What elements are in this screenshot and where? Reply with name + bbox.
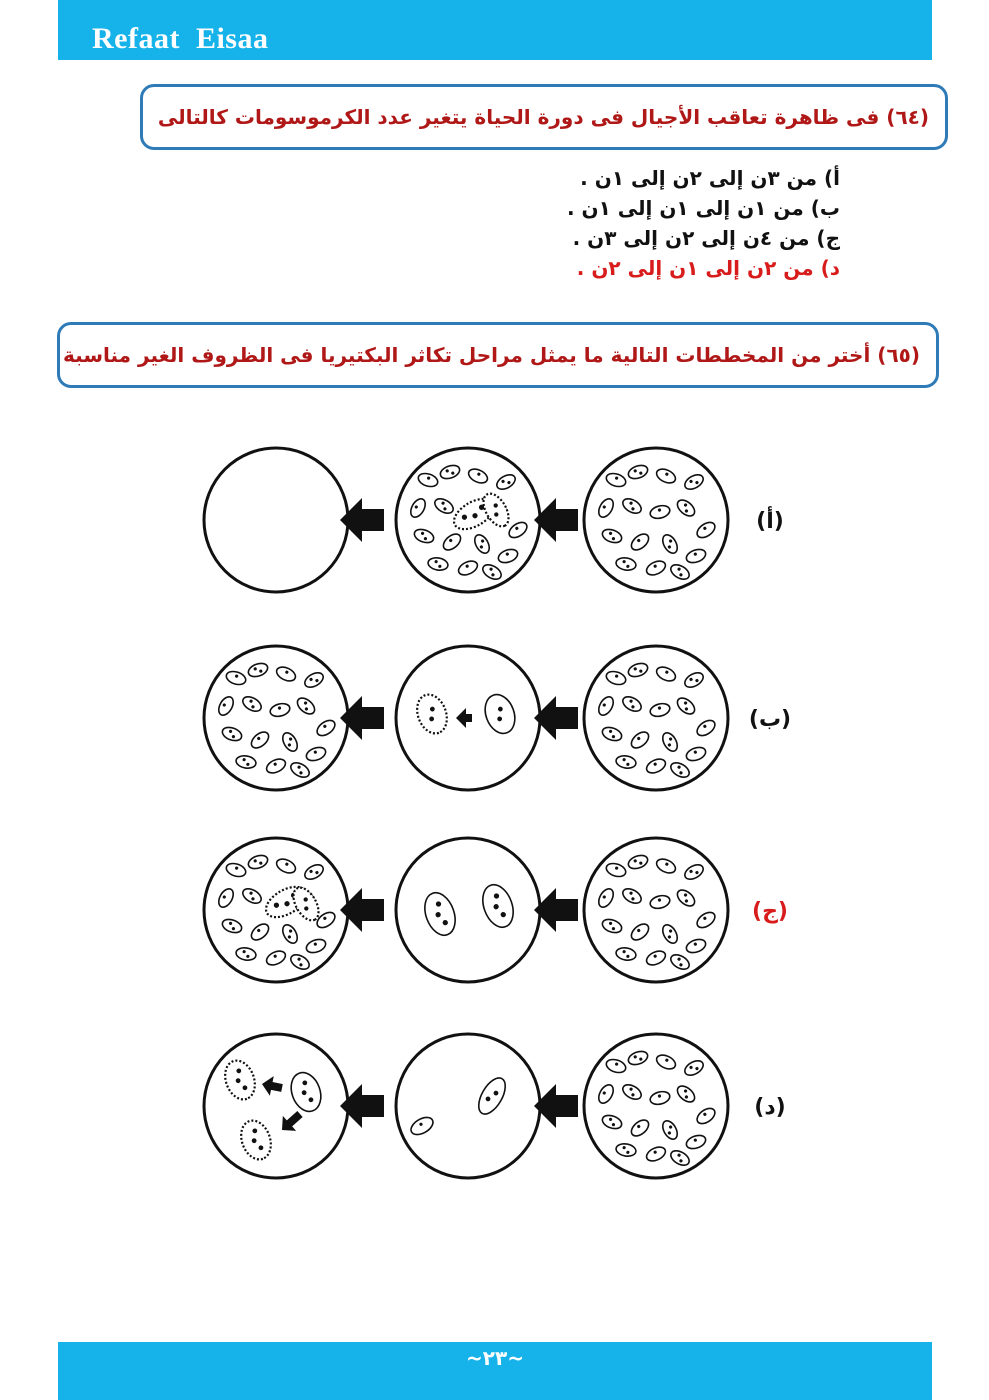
culture-circle [396, 1034, 540, 1178]
left-arrow-icon [534, 1084, 578, 1128]
row-label-3: (ج) [752, 899, 788, 924]
left-arrow-icon [534, 888, 578, 932]
page-number: ~٢٣~ [466, 1346, 524, 1370]
question-64-text: (٦٤) فى ظاهرة تعاقب الأجيال فى دورة الحياة يتغير عدد الكرموسومات كالتالى [157, 105, 929, 129]
culture-circle [204, 1034, 348, 1178]
choice-d-correct[interactable]: د) من ٢ن إلى ١ن إلى ٢ن . [576, 256, 840, 280]
footer-bar [58, 1342, 932, 1400]
culture-circle [396, 838, 540, 982]
left-arrow-icon [534, 696, 578, 740]
left-arrow-icon [534, 498, 578, 542]
choice-a[interactable]: أ) من ٣ن إلى ٢ن إلى ١ن . [580, 166, 840, 190]
diagram-row-2 [204, 646, 791, 790]
choice-b[interactable]: ب) من ١ن إلى ١ن إلى ١ن . [566, 196, 840, 220]
row-label-2: (ب) [748, 707, 792, 732]
brand-name: Refaat Eisaa [92, 22, 269, 55]
culture-circle [204, 448, 348, 592]
row-label-4: (د) [754, 1095, 786, 1120]
diagram-row-1 [204, 448, 784, 592]
choice-c[interactable]: ج) من ٤ن إلى ٢ن إلى ٣ن . [572, 226, 840, 250]
row-label-1: (أ) [756, 509, 784, 534]
diagram-row-4 [204, 1034, 786, 1178]
diagram-row-3 [204, 838, 788, 982]
question-65-text: (٦٥) أختر من المخططات التالية ما يمثل مراحل تكاثر البكتيريا فى الظروف الغير مناسبة [63, 343, 920, 367]
